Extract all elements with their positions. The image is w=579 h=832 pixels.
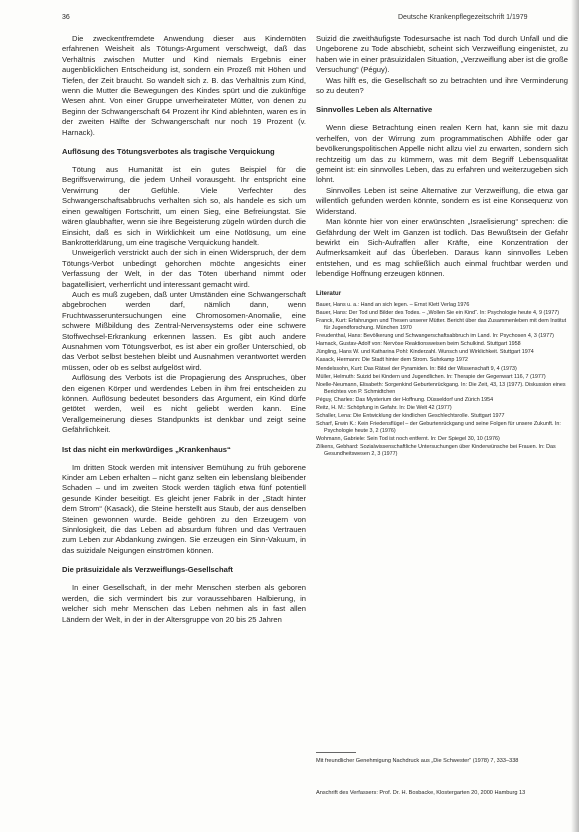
paragraph: In einer Gesellschaft, in der mehr Menschen sterben als geboren werden, die sich vermindert bis zur voraussehbaren Halbierung, in welcher sich mehr Menschen das Leben nehmen als in fast allen Ländern der Welt, in der in der Altersgruppe von 20 bis 25 Jahren [62, 583, 306, 624]
paragraph: Die zweckentfremdete Anwendung dieser aus Kindernöten erfahrenen Weisheit als Tötungs-Argument verschweigt, daß das Verhältnis zwischen Mutter und Kind niemals Ergebnis einer augenblicklichen Entscheidung ist, sondern ein Prozeß mit Höhen und Tiefen, der Zeit braucht. So wandelt sich z. B. das Verhältnis zum Kind, wenn die Mutter die Bewegungen des Kindes spürt und die zukünftige Wesen ahnt. Von einer Gruppe unverheirateter Mütter, von denen zu Beginn der Schwangerschaft 64 Prozent ihr Kind ablehnten, waren es in der zweiten Hälfte der Schwangerschaft nur noch 19 Prozent (v. Harnack). [62, 34, 306, 137]
paragraph: Auch es muß zugeben, daß unter Umständen eine Schwangerschaft abgebrochen werden darf, nämlich dann, wenn Fruchtwasseruntersuchungen eine Chromosomen-Anomalie, eine schwere Mißbildung des Zentral-Nervensystems oder eine schwere Stoffwechsel-Erkrankung erkennen lassen. Es gibt auch andere Ausnahmen vom Tötungsverbot, es ist aber ein großer Unterschied, ob das Verbot selbst bestehen bleibt und Ausnahmen verantwortet werden müssen, oder ob es selbst aufgelöst wird. [62, 289, 306, 372]
section-heading: Die präsuizidale als Verzweiflungs-Gesellschaft [62, 565, 233, 575]
journal-header: Deutsche Krankenpflegezeitschrift 1/1979 [398, 14, 528, 21]
references-heading: Literatur [316, 289, 342, 297]
reference-item: Péguy, Charles: Das Mysterium der Hoffnung. Düsseldorf und Zürich 1954 [316, 396, 494, 403]
paragraph: Auflösung des Verbots ist die Propagierung des Anspruches, über den eigenen Körper und werdendes Leben in ihm frei entscheiden zu können. Auflösung bedeutet besonders das Argument, ein Kind dürfe getötet werden, weil es nicht geliebt werden kann. Eine Verallgemeinerung dieses Standpunkts ist denkbar und zeigt seine Gefährlichkeit. [62, 373, 306, 435]
left-column [62, 34, 306, 625]
page-edge-shadow [571, 0, 579, 832]
reference-item: Scharf, Erwin K.: Kein Friedensflügel – der Geburtenrückgang und seine Folgen für unsere Zukunft. In: Psychologie heute 3, 2 (1976) [316, 420, 561, 434]
author-address: Anschrift des Verfassers: Prof. Dr. H. Bosbacke, Klostergarten 20, 2000 Hamburg 13 [316, 790, 526, 796]
reference-item: Freudenthal, Hans: Bevölkerung und Schwangerschaftsabbruch im Land. In: Psychosen 4, 3 (1977) [316, 333, 554, 340]
paragraph: Tötung aus Humanität ist ein gutes Beispiel für die Begriffsverwirrung, die jedem Unheil vorausgeht. Ihr entspricht eine Verwirrung der Gefühle. Viele Verfechter des Schwangerschaftsabbruchs verhalten sich so, als handele es sich um einen gewaltigen Fortschritt, um einen Sieg, eine Befreiungstat. Sie wären glaubhafter, wenn sie ihre Begeisterung zügeln würden durch die Einsicht, daß es sich in Wirklichkeit um eine Notlösung, um eine Bankrotterklärung, um eine tragische Verquickung handelt. [62, 165, 306, 247]
reference-item: Harnack, Gustav-Adolf von: Nervöse Reaktionsweisen beim Schulkind. Stuttgart 1958 [316, 341, 521, 348]
references-list [316, 302, 568, 458]
reference-item: Bauer, Hans u. a.: Hand an sich legen. – Ernst Klett Verlag 1976 [316, 301, 470, 308]
section-heading: Auflösung des Tötungsverbotes als tragische Verquickung [62, 147, 275, 157]
paragraph: Sinnvolles Leben ist seine Alternative zur Verzweiflung, die etwa gar willentlich gefunden werden könnte, sondern es ist eine Konsequenz von Widerstand. [316, 185, 568, 216]
reference-item: Kasack, Hermann: Die Stadt hinter dem Strom. Suhrkamp 1972 [316, 357, 468, 364]
paragraph: Unweigerlich verstrickt auch der sich in einen Widerspruch, der dem Tötungs-Verbot unbedingt gehorchen möchte angesichts einer Verfassung der Welt, in der das Töten überhand nimmt oder bagatellisiert, verherrlicht und interessant gemacht wird. [62, 248, 306, 289]
page-number: 36 [62, 14, 70, 21]
reference-item: Reitz, H. M.: Schöpfung in Gefahr. In: Die Welt 42 (1977) [316, 404, 452, 411]
reprint-note: Mit freundlicher Genehmigung Nachdruck aus „Die Schwester“ (1978) 7, 333–338 [316, 758, 519, 764]
paragraph: Was hilft es, die Gesellschaft so zu betrachten und ihre Verminderung so zu deuten? [316, 75, 568, 96]
reference-item: Wohmann, Gabriele: Sein Tod ist noch entfernt. In: Der Spiegel 30, 10 (1976) [316, 435, 500, 442]
footnote-divider [316, 752, 356, 753]
reference-item: Zilkens, Gebhard: Sozialwissenschaftliche Untersuchungen über Kinderwünsche bei Frauen. In: Das Gesundheitswesen 2, 3 (1977) [316, 444, 556, 457]
paragraph: Suizid die zweithäufigste Todesursache ist nach Tod durch Unfall und die Ungeborene zu Tode abschiebt, scheint sich Verzweiflung eingenistet, zu haben wie in einer präsuizidalen Situation, „Verzweiflung aber ist die große Versuchung“ (Péguy). [316, 34, 568, 75]
right-column [316, 34, 568, 459]
reference-item: Mendelssohn, Kurt: Das Rätsel der Pyramiden. In: Bild der Wissenschaft 9, 4 (1973) [316, 365, 517, 372]
section-heading: Ist das nicht ein merkwürdiges „Krankenhaus“ [62, 444, 231, 454]
reference-item: Franck, Kurt: Erfahrungen und Thesen unserer Mütter. Bericht über das Zusammenleben mit dem Institut für Jugendforschung. München 1970 [316, 318, 567, 332]
paragraph: Man könnte hier von einer erwünschten „Israelisierung“ sprechen: die Gefährdung der Welt im Ganzen ist todlich. Das Bewußtsein der Gefahr bewirkt ein Sich-Aufraffen aller Kräfte, eine Konzentration der Aufmerksamkeit auf das Überleben. Daraus kann sinnvolles Leben entstehen, und es mag schließlich auch einmal fruchtbar werden und lebendige Hoffnung erzeugen können. [316, 217, 568, 279]
reference-item: Bauer, Hans: Der Tod und Bilder des Todes. – „Wollen Sie ein Kind“. In: Psychologie heute 4, 9 (1977) [316, 310, 560, 317]
paragraph: Wenn diese Betrachtung einen realen Kern hat, kann sie mit dazu verhelfen, von der Wirrung zum programmatischen Abhilfe oder gar bevölkerungspolitischen Appelle nicht allzu viel zu erwarten, sondern sich rechtzeitig um das zu kümmern, was mit dem Begriff Lebensqualität gemeint ist: ein sinnvolles Leben, das zu erfahren und weiterzugeben sich lohnt. [316, 123, 568, 185]
reference-item: Noelle-Neumann, Elisabeth: Sorgenkind Geburtenrückgang. In: Die Zeit, 43, 13 (1977). Diskussion eines Berichtes von P. Schmidtchen [316, 381, 566, 395]
reference-item: Jüngling, Hans W. und Katharina Pohl: Kinderzahl. Wunsch und Wirklichkeit. Stuttgart 1974 [316, 349, 534, 356]
section-heading: Sinnvolles Leben als Alternative [316, 105, 433, 115]
reference-item: Müller, Helmuth: Suizid bei Kindern und Jugendlichen. In: Therapie der Gegenwart 116, 7 (1977) [316, 373, 546, 380]
reference-item: Schaller, Lena: Die Entwicklung der kindlichen Geschlechtsrolle. Stuttgart 1977 [316, 412, 505, 419]
paragraph: Im dritten Stock werden mit intensiver Bemühung zu früh geborene Kinder am Leben erhalten – nicht ganz selten ein lebenslang bleibender Schaden – und im zweiten Stock werden täglich etwa fünf potentiell gesunde Kinder beseitigt. Es gleicht jener Fabrik in der „Stadt hinter dem Strom“ (Kasack), die Steine herstellt aus Staub, der aus denselben Steinen gewonnen wurde. Beide gehören zu den Erzeugern von Sinnlosigkeit, die das Leben ad absurdum führen und das Vertrauen zum Leben zur Abdankung zwingen. Sie erzeugen ein Sinn-Vakuum, in das suizidale Neigungen einströmen können. [62, 462, 306, 555]
